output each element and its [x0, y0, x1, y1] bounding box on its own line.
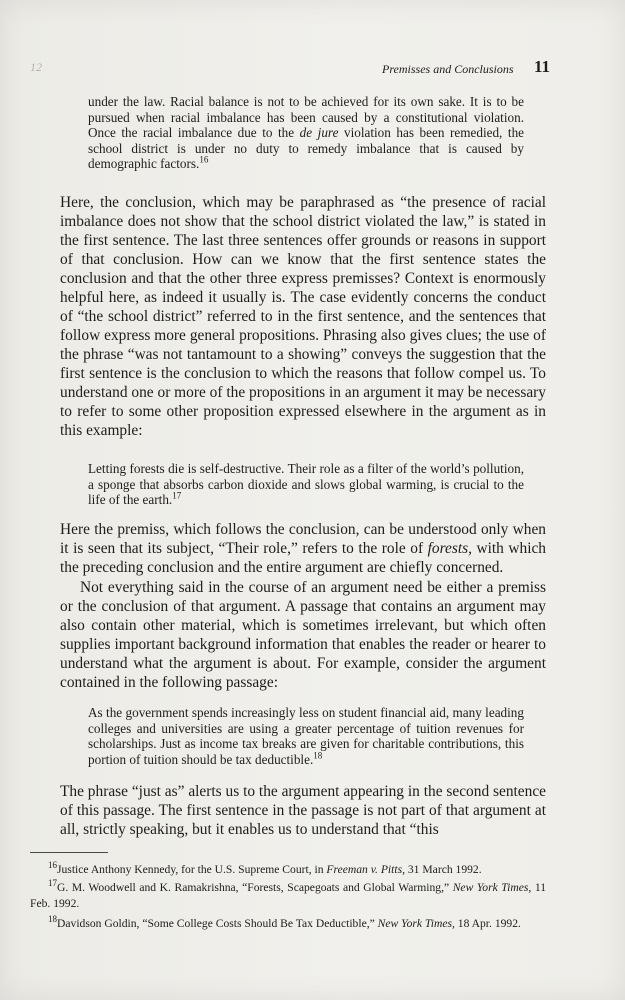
block-quote-kennedy: under the law. Racial balance is not to be achieved for its own sake. It is to be pursued when racial imbalance has been caused by a constitutional violation. Once the racial imbalance due to the de jure violation has been remedied, the school district is under no duty to remedy imbalance that is caused by demographic factors.$^{16}$ [88, 94, 525, 172]
footnote-ref-16: 16 [199, 154, 209, 165]
facing-page-number: 12 [30, 60, 42, 74]
paragraph-premiss-subject: Here the premiss, which follows the conclusion, can be understood only when it is seen that its subject, “Their role,” refers to the role of forests, with which the preceding conclusion and the entire argument are chiefly concerned. [60, 521, 546, 576]
block-quote-tuition: As the government spends increasingly less on student financial aid, many leading colleges and universities are using a greater percentage of tuition revenues for scholarships. Just as income tax breaks are given for charitable contributions, this portion of tuition should be tax deductible.$^{18}$ [88, 705, 524, 767]
footnote-divider [30, 852, 108, 853]
running-title: Premisses and Conclusions [382, 62, 514, 76]
running-header [0, 56, 625, 80]
paragraph-conclusion-analysis: Here, the conclusion, which may be paraphrased as “the presence of racial imbalance does not show that the school district violated the law,” is stated in the first sentence. The last three sentences offer grounds or reasons in support of that conclusion. How can we know that the first sentence states the conclusion and that the other three express premisses? Context is enormously helpful here, as indeed it usually is. The case evidently concerns the conduct of “the school district” referred to in the first sentence, and the sentences that follow express more general propositions. Phrasing also gives clues; the use of the phrase “was not tantamount to a showing” conveys the suggestion that the first sentence is the conclusion to which the reasons that follow compel us. To understand one or more of the propositions in an argument it may be necessary to refer to some other proposition expressed elsewhere in the argument as in this example: [60, 194, 546, 439]
paragraph-not-everything: Not everything said in the course of an argument need be either a premiss or the conclusion of that argument. A passage that contains an argument may also contain other material, which is sometimes irrelevant, but which often supplies important background information that enables the reader or hearer to understand what the argument is about. For example, consider the argument contained in the following passage: [60, 579, 546, 691]
footnote-17: $^{17}$G. M. Woodwell and K. Ramakrishna, “Forests, Scapegoats and Global Warming,” New York Times, 11 Feb. 1992. [30, 878, 547, 910]
footnote-ref-18: 18 [313, 750, 323, 761]
block-quote-forests: Letting forests die is self-destructive. Their role as a filter of the world’s pollution, a sponge that absorbs carbon dioxide and slows global warming, is crucial to the life of the earth.$^{17}$ [88, 461, 524, 508]
page-number: 11 [534, 57, 551, 76]
paragraph-just-as: The phrase “just as” alerts us to the argument appearing in the second sentence of this passage. The first sentence in the passage is not part of that argument at all, strictly speaking, but it enables us to understand that “this [60, 783, 546, 838]
footnote-16: $^{16}$Justice Anthony Kennedy, for the U.S. Supreme Court, in Freeman v. Pitts, 31 March 1992. [48, 860, 482, 876]
footnote-18: $^{18}$Davidson Goldin, “Some College Costs Should Be Tax Deductible,” New York Times, 18 Apr. 1992. [48, 914, 521, 930]
footnote-ref-17: 17 [172, 490, 182, 501]
